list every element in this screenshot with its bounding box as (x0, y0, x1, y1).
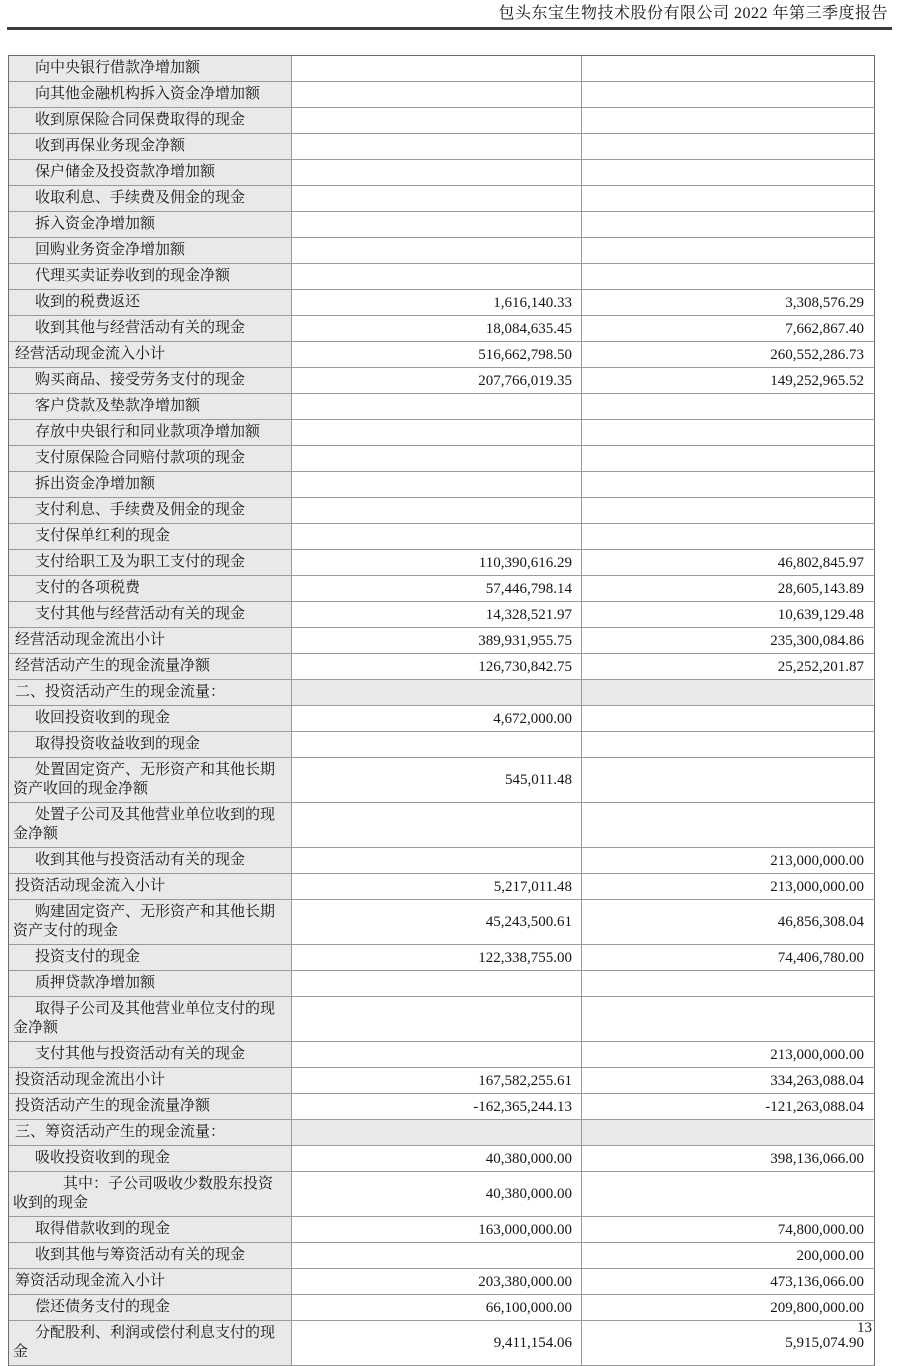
item-label-cell (9, 550, 292, 575)
table-row (9, 1042, 874, 1068)
item-label-cell (9, 945, 292, 970)
item-label-cell (9, 420, 292, 445)
item-label: 收到再保业务现金净额 (35, 138, 186, 154)
item-label: 筹资活动现金流入小计 (15, 1273, 166, 1289)
prior-period-value: 46,856,308.04 (777, 914, 864, 930)
item-label: 收到其他与经营活动有关的现金 (35, 320, 246, 336)
item-label: 购建固定资产、无形资产和其他长期资产支付的现金 (13, 904, 276, 939)
table-row (9, 1243, 874, 1269)
table-row (9, 900, 874, 945)
item-label: 收取利息、手续费及佣金的现金 (35, 190, 246, 206)
table-row (9, 186, 874, 212)
prior-period-value (582, 394, 873, 419)
table-row (9, 654, 874, 680)
prior-period-value (582, 680, 873, 705)
table-row (9, 524, 874, 550)
item-label: 支付其他与经营活动有关的现金 (35, 606, 246, 622)
item-label-cell (9, 803, 292, 847)
item-label-cell (9, 628, 292, 653)
current-period-value: 516,662,798.50 (292, 342, 582, 367)
current-period-value (292, 186, 582, 211)
current-period-value: 126,730,842.75 (292, 654, 582, 679)
item-label: 分配股利、利润或偿付利息支付的现金 (13, 1325, 276, 1360)
page-number: 13 (857, 1320, 872, 1336)
prior-period-value (582, 160, 873, 185)
prior-period-value: 200,000.00 (796, 1247, 864, 1264)
item-label-cell (9, 264, 292, 289)
table-row (9, 758, 874, 803)
current-period-value (292, 420, 582, 445)
table-row (9, 945, 874, 971)
prior-period-value (582, 498, 873, 523)
current-period-value (292, 848, 582, 873)
current-period-value (292, 56, 582, 81)
current-period-value (292, 1243, 582, 1268)
current-period-value (292, 238, 582, 263)
current-period-value: 122,338,755.00 (292, 945, 582, 970)
prior-period-value (582, 706, 873, 731)
item-label: 经营活动现金流入小计 (15, 346, 166, 362)
item-label: 收到其他与投资活动有关的现金 (35, 852, 246, 868)
table-row (9, 602, 874, 628)
current-period-value: 57,446,798.14 (292, 576, 582, 601)
item-label: 取得投资收益收到的现金 (35, 736, 201, 752)
prior-period-value: 10,639,129.48 (777, 606, 864, 623)
current-period-value (292, 264, 582, 289)
item-label: 三、筹资活动产生的现金流量： (15, 1124, 226, 1140)
current-period-value: 4,672,000.00 (292, 706, 582, 731)
item-label-cell (9, 1321, 292, 1365)
current-period-value (292, 472, 582, 497)
prior-period-value: 473,136,066.00 (770, 1273, 864, 1290)
table-row (9, 874, 874, 900)
report-title: 包头东宝生物技术股份有限公司 2022 年第三季度报告 (498, 5, 888, 22)
prior-period-value: 235,300,084.86 (770, 632, 864, 649)
item-label-cell (9, 654, 292, 679)
table-row (9, 160, 874, 186)
header-divider (7, 27, 892, 30)
item-label-cell (9, 1217, 292, 1242)
item-label: 支付给职工及为职工支付的现金 (35, 554, 246, 570)
current-period-value: 40,380,000.00 (292, 1146, 582, 1171)
table-row (9, 446, 874, 472)
current-period-value (292, 680, 582, 705)
current-period-value: 545,011.48 (292, 758, 582, 802)
item-label-cell (9, 108, 292, 133)
item-label-cell (9, 1172, 292, 1216)
item-label: 保户储金及投资款净增加额 (35, 164, 216, 180)
current-period-value: 1,616,140.33 (292, 290, 582, 315)
current-period-value: 66,100,000.00 (292, 1295, 582, 1320)
table-row (9, 212, 874, 238)
table-row (9, 628, 874, 654)
item-label-cell (9, 368, 292, 393)
current-period-value (292, 971, 582, 996)
table-row (9, 803, 874, 848)
table-row (9, 394, 874, 420)
item-label: 支付原保险合同赔付款项的现金 (35, 450, 246, 466)
prior-period-value (582, 1120, 873, 1145)
item-label-cell (9, 56, 292, 81)
table-row (9, 290, 874, 316)
item-label-cell (9, 874, 292, 899)
item-label-cell (9, 680, 292, 705)
table-row (9, 264, 874, 290)
prior-period-value: 213,000,000.00 (770, 878, 864, 895)
item-label: 收回投资收到的现金 (35, 710, 171, 726)
item-label: 拆入资金净增加额 (35, 216, 156, 232)
item-label-cell (9, 848, 292, 873)
table-row (9, 550, 874, 576)
item-label-cell (9, 82, 292, 107)
item-label: 取得子公司及其他营业单位支付的现金净额 (13, 1001, 276, 1036)
current-period-value (292, 394, 582, 419)
current-period-value (292, 212, 582, 237)
item-label: 投资支付的现金 (35, 949, 141, 965)
item-label: 支付其他与投资活动有关的现金 (35, 1046, 246, 1062)
prior-period-value (582, 732, 873, 757)
table-row (9, 997, 874, 1042)
prior-period-value (582, 264, 873, 289)
table-row (9, 1217, 874, 1243)
item-label-cell (9, 342, 292, 367)
item-label-cell (9, 758, 292, 802)
table-row (9, 1172, 874, 1217)
item-label-cell (9, 971, 292, 996)
current-period-value (292, 732, 582, 757)
item-label-cell (9, 290, 292, 315)
item-label: 偿还债务支付的现金 (35, 1299, 171, 1315)
item-label: 收到的税费返还 (35, 294, 141, 310)
current-period-value: 389,931,955.75 (292, 628, 582, 653)
prior-period-value: 398,136,066.00 (770, 1150, 864, 1167)
item-label-cell (9, 1269, 292, 1294)
prior-period-value (582, 134, 873, 159)
item-label: 向其他金融机构拆入资金净增加额 (35, 86, 261, 102)
prior-period-value: 260,552,286.73 (770, 346, 864, 363)
prior-period-value (582, 186, 873, 211)
prior-period-value: 209,800,000.00 (770, 1299, 864, 1316)
item-label: 其中：子公司吸收少数股东投资收到的现金 (13, 1176, 274, 1211)
item-label-cell (9, 186, 292, 211)
item-label: 吸收投资收到的现金 (35, 1150, 171, 1166)
item-label-cell (9, 1295, 292, 1320)
item-label: 代理买卖证券收到的现金净额 (35, 268, 231, 284)
prior-period-value (582, 997, 873, 1041)
item-label: 投资活动现金流出小计 (15, 1072, 166, 1088)
table-row (9, 848, 874, 874)
item-label-cell (9, 212, 292, 237)
current-period-value (292, 524, 582, 549)
table-row (9, 971, 874, 997)
current-period-value: 167,582,255.61 (292, 1068, 582, 1093)
current-period-value: 18,084,635.45 (292, 316, 582, 341)
table-row (9, 1269, 874, 1295)
table-row (9, 420, 874, 446)
item-label: 处置固定资产、无形资产和其他长期资产收回的现金净额 (13, 762, 276, 797)
item-label: 投资活动现金流入小计 (15, 878, 166, 894)
prior-period-value (582, 971, 873, 996)
current-period-value: 45,243,500.61 (292, 900, 582, 944)
current-period-value (292, 1042, 582, 1067)
current-period-value (292, 1120, 582, 1145)
item-label-cell (9, 472, 292, 497)
prior-period-value (582, 803, 873, 847)
item-label-cell (9, 1146, 292, 1171)
prior-period-value: 46,802,845.97 (777, 554, 864, 571)
current-period-value: 203,380,000.00 (292, 1269, 582, 1294)
item-label: 经营活动现金流出小计 (15, 632, 166, 648)
item-label-cell (9, 498, 292, 523)
table-row (9, 368, 874, 394)
section-header-row (9, 680, 874, 706)
item-label: 投资活动产生的现金流量净额 (15, 1098, 211, 1114)
table-row (9, 1146, 874, 1172)
item-label: 拆出资金净增加额 (35, 476, 156, 492)
prior-period-value (582, 238, 873, 263)
table-row (9, 238, 874, 264)
item-label: 支付的各项税费 (35, 580, 141, 596)
prior-period-value (582, 446, 873, 471)
table-row (9, 134, 874, 160)
current-period-value: -162,365,244.13 (292, 1094, 582, 1119)
current-period-value: 5,217,011.48 (292, 874, 582, 899)
item-label: 收到其他与筹资活动有关的现金 (35, 1247, 246, 1263)
table-row (9, 82, 874, 108)
current-period-value (292, 803, 582, 847)
prior-period-value: 74,800,000.00 (777, 1221, 864, 1238)
item-label-cell (9, 997, 292, 1041)
prior-period-value: 28,605,143.89 (777, 580, 864, 597)
prior-period-value: 7,662,867.40 (785, 320, 864, 337)
table-row (9, 576, 874, 602)
table-row (9, 498, 874, 524)
current-period-value: 14,328,521.97 (292, 602, 582, 627)
item-label-cell (9, 160, 292, 185)
prior-period-value (582, 212, 873, 237)
item-label: 支付利息、手续费及佣金的现金 (35, 502, 246, 518)
item-label-cell (9, 706, 292, 731)
item-label-cell (9, 1042, 292, 1067)
table-row (9, 1094, 874, 1120)
prior-period-value: 74,406,780.00 (777, 949, 864, 966)
item-label-cell (9, 524, 292, 549)
item-label: 处置子公司及其他营业单位收到的现金净额 (13, 807, 276, 842)
item-label: 二、投资活动产生的现金流量： (15, 684, 226, 700)
prior-period-value (582, 524, 873, 549)
current-period-value (292, 82, 582, 107)
current-period-value (292, 134, 582, 159)
prior-period-value (582, 420, 873, 445)
table-row (9, 732, 874, 758)
table-row (9, 1068, 874, 1094)
item-label: 收到原保险合同保费取得的现金 (35, 112, 246, 128)
table-row (9, 472, 874, 498)
item-label: 经营活动产生的现金流量净额 (15, 658, 211, 674)
item-label-cell (9, 602, 292, 627)
current-period-value: 207,766,019.35 (292, 368, 582, 393)
current-period-value: 40,380,000.00 (292, 1172, 582, 1216)
table-row (9, 56, 874, 82)
current-period-value: 163,000,000.00 (292, 1217, 582, 1242)
current-period-value (292, 160, 582, 185)
prior-period-value (582, 1172, 873, 1216)
item-label-cell (9, 446, 292, 471)
prior-period-value: 25,252,201.87 (777, 658, 864, 675)
item-label: 客户贷款及垫款净增加额 (35, 398, 201, 414)
current-period-value (292, 498, 582, 523)
item-label: 回购业务资金净增加额 (35, 242, 186, 258)
prior-period-value: 3,308,576.29 (785, 294, 864, 311)
table-row (9, 706, 874, 732)
item-label-cell (9, 732, 292, 757)
prior-period-value (582, 472, 873, 497)
prior-period-value: 149,252,965.52 (770, 372, 864, 389)
current-period-value (292, 997, 582, 1041)
current-period-value: 110,390,616.29 (292, 550, 582, 575)
table-row (9, 108, 874, 134)
prior-period-value (582, 56, 873, 81)
item-label-cell (9, 394, 292, 419)
prior-period-value: -121,263,088.04 (765, 1098, 864, 1115)
item-label-cell (9, 1243, 292, 1268)
item-label-cell (9, 134, 292, 159)
item-label-cell (9, 316, 292, 341)
item-label-cell (9, 576, 292, 601)
current-period-value (292, 108, 582, 133)
prior-period-value: 213,000,000.00 (770, 1046, 864, 1063)
item-label-cell (9, 1120, 292, 1145)
item-label: 向中央银行借款净增加额 (35, 60, 201, 76)
prior-period-value: 334,263,088.04 (770, 1072, 864, 1089)
item-label: 取得借款收到的现金 (35, 1221, 171, 1237)
prior-period-value (582, 108, 873, 133)
prior-period-value (582, 758, 873, 802)
item-label: 支付保单红利的现金 (35, 528, 171, 544)
current-period-value: 9,411,154.06 (292, 1321, 582, 1365)
table-row (9, 1295, 874, 1321)
table-row (9, 342, 874, 368)
prior-period-value (582, 82, 873, 107)
item-label: 购买商品、接受劳务支付的现金 (35, 372, 246, 388)
item-label: 质押贷款净增加额 (35, 975, 156, 991)
item-label-cell (9, 1068, 292, 1093)
prior-period-value: 5,915,074.90 (785, 1335, 864, 1351)
prior-period-value: 213,000,000.00 (770, 852, 864, 869)
section-header-row (9, 1120, 874, 1146)
item-label-cell (9, 1094, 292, 1119)
item-label-cell (9, 900, 292, 944)
table-row (9, 316, 874, 342)
cash-flow-table (8, 55, 875, 1366)
item-label-cell (9, 238, 292, 263)
current-period-value (292, 446, 582, 471)
item-label: 存放中央银行和同业款项净增加额 (35, 424, 261, 440)
table-row (9, 1321, 874, 1366)
